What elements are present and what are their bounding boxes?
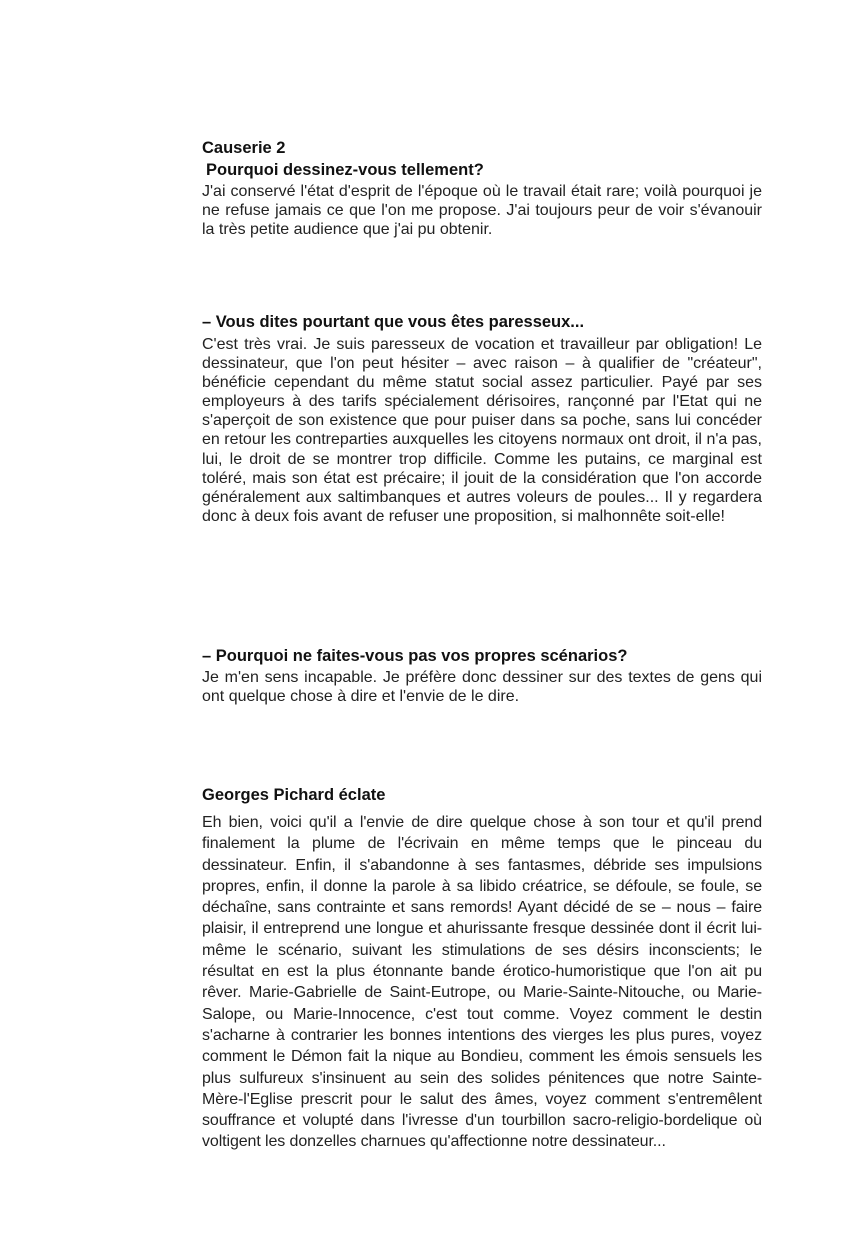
body-paragraph: Eh bien, voici qu'il a l'envie de dire quelque chose à son tour et qu'il prend finalement la plume de l'écrivain en même temps que le pinceau du dessinateur. Enfin, il s'abandonne à ses fantasmes, débride ses impulsions propres, enfin, il donne la parole à sa libido créatrice, se défoule, se foule, se déchaîne, sans contrainte et sans remords! Ayant décidé de se – nous – faire plaisir, il entreprend une longue et ahurissante fresque dessinée dont il écrit lui-même le scénario, suivant les stimulations de ses désirs inconscients; le résultat en est la plus étonnante bande érotico-humoristique que l'on ait pu rêver. Marie-Gabrielle de Saint-Eutrope, ou Marie-Sainte-Nitouche, ou Marie-Salope, ou Marie-Innocence, c'est tout comme. Voyez comment le destin s'acharne à contrarier les bonnes intentions des vierges les plus pures, voyez comment le Démon fait la nique au Bondieu, comment les émois sensuels les plus sulfureux s'insinuent au sein des solides pénitences que notre Sainte-Mère-l'Eglise prescrit pour le salut des âmes, voyez comment s'entremêlent souffrance et volupté dans l'ivresse d'un tourbillon sacro-religio-bordelique où voltigent les donzelles charnues qu'affectionne notre dessinateur... bbox=[202, 814, 762, 1151]
interview-answer: C'est très vrai. Je suis paresseux de vocation et travailleur par obligation! Le dessinateur, que l'on peut hésiter – avec raison – à qualifier de "créateur", bénéficie cependant du même statut social assez particulier. Payé par ses employeurs à des tarifs spécialement dérisoires, rançonné par l'Etat qui ne s'aperçoit de son existence que pour puiser dans sa poche, sans lui concéder en retour les contreparties auxquelles les citoyens normaux ont droit, il n'a pas, lui, le droit de se montrer trop difficile. Comme les putains, ce marginal est toléré, mais son état est précaire; il jouit de la considération que l'on accorde généralement aux saltimbanques et autres voleurs de poules... Il y regardera donc à deux fois avant de refuser une proposition, si malhonnête soit-elle! bbox=[202, 336, 762, 525]
interview-question: – Pourquoi ne faites-vous pas vos propres scénarios? bbox=[202, 647, 628, 665]
section-title: Georges Pichard éclate bbox=[202, 786, 386, 804]
interview-question: – Vous dites pourtant que vous êtes paresseux... bbox=[202, 313, 585, 331]
section-pichard-eclate bbox=[202, 784, 762, 1153]
interview-answer: J'ai conservé l'état d'esprit de l'époque où le travail était rare; voilà pourquoi je ne refuse jamais ce que l'on me propose. J'ai toujours peur de voir s'évanouir la très petite audience que j'ai pu obtenir. bbox=[202, 183, 762, 239]
interview-answer: Je m'en sens incapable. Je préfère donc dessiner sur des textes de gens qui ont quelque chose à dire et l'envie de le dire. bbox=[202, 669, 762, 706]
section-causerie-intro bbox=[202, 137, 762, 239]
interview-question: Pourquoi dessinez-vous tellement? bbox=[206, 161, 484, 179]
section-paresseux bbox=[202, 311, 762, 526]
section-scenarios bbox=[202, 645, 762, 706]
section-title: Causerie 2 bbox=[202, 139, 286, 157]
